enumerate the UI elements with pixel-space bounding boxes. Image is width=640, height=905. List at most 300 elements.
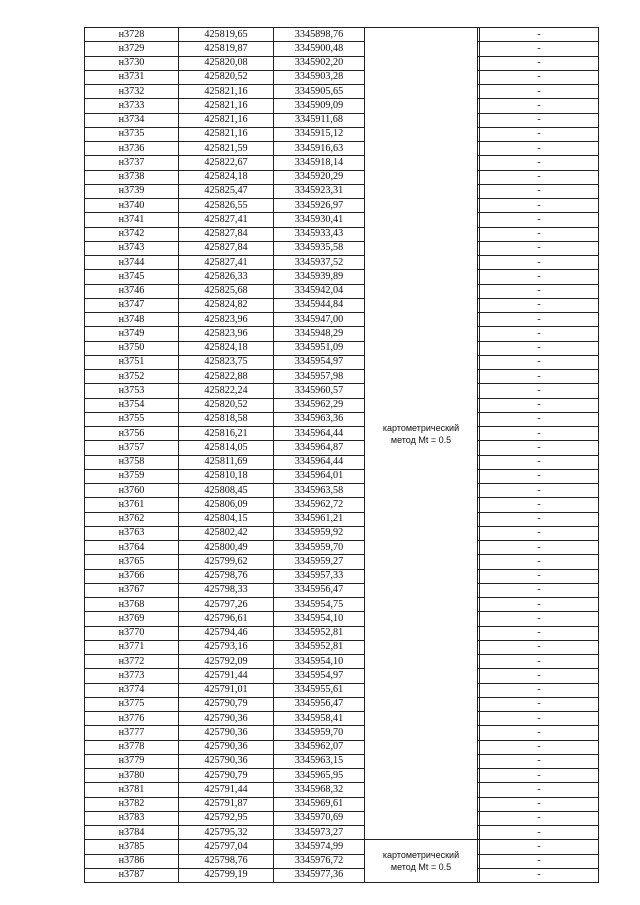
table-row xyxy=(85,797,599,811)
x-coordinate-cell: 425791,01 xyxy=(179,683,274,697)
point-id-cell: н3766 xyxy=(85,569,179,583)
table-row xyxy=(85,127,599,141)
table-row xyxy=(85,740,599,754)
point-id-cell: н3764 xyxy=(85,541,179,555)
table-row xyxy=(85,826,599,840)
method-cell xyxy=(365,840,478,883)
y-coordinate-cell: 3345944,84 xyxy=(274,298,365,312)
y-coordinate-cell: 3345902,20 xyxy=(274,56,365,70)
table-row xyxy=(85,484,599,498)
note-cell: - xyxy=(480,441,599,455)
y-coordinate-cell: 3345973,27 xyxy=(274,826,365,840)
y-coordinate-cell: 3345952,81 xyxy=(274,626,365,640)
x-coordinate-cell: 425798,33 xyxy=(179,583,274,597)
table-row xyxy=(85,156,599,170)
point-id-cell: н3739 xyxy=(85,184,179,198)
point-id-cell: н3746 xyxy=(85,284,179,298)
x-coordinate-cell: 425822,88 xyxy=(179,370,274,384)
note-cell: - xyxy=(480,341,599,355)
note-cell: - xyxy=(480,227,599,241)
table-row xyxy=(85,56,599,70)
note-cell: - xyxy=(480,569,599,583)
y-coordinate-cell: 3345903,28 xyxy=(274,70,365,84)
point-id-cell: н3732 xyxy=(85,85,179,99)
y-coordinate-cell: 3345974,99 xyxy=(274,840,365,854)
table-row xyxy=(85,398,599,412)
y-coordinate-cell: 3345900,48 xyxy=(274,42,365,56)
method-label-line2: метод Mt = 0.5 xyxy=(390,434,452,445)
y-coordinate-cell: 3345920,29 xyxy=(274,170,365,184)
note-cell: - xyxy=(480,683,599,697)
x-coordinate-cell: 425827,84 xyxy=(179,241,274,255)
point-id-cell: н3776 xyxy=(85,712,179,726)
table-row xyxy=(85,70,599,84)
x-coordinate-cell: 425821,16 xyxy=(179,85,274,99)
note-cell: - xyxy=(480,712,599,726)
x-coordinate-cell: 425810,18 xyxy=(179,469,274,483)
table-row xyxy=(85,769,599,783)
point-id-cell: н3754 xyxy=(85,398,179,412)
x-coordinate-cell: 425797,26 xyxy=(179,598,274,612)
note-cell: - xyxy=(480,28,599,42)
note-cell: - xyxy=(480,541,599,555)
table-row xyxy=(85,640,599,654)
table-row xyxy=(85,199,599,213)
point-id-cell: н3738 xyxy=(85,170,179,184)
table-row xyxy=(85,868,599,882)
x-coordinate-cell: 425826,33 xyxy=(179,270,274,284)
x-coordinate-cell: 425827,84 xyxy=(179,227,274,241)
y-coordinate-cell: 3345954,97 xyxy=(274,669,365,683)
y-coordinate-cell: 3345935,58 xyxy=(274,241,365,255)
point-id-cell: н3753 xyxy=(85,384,179,398)
y-coordinate-cell: 3345939,89 xyxy=(274,270,365,284)
note-cell: - xyxy=(480,170,599,184)
y-coordinate-cell: 3345915,12 xyxy=(274,127,365,141)
table-row xyxy=(85,284,599,298)
y-coordinate-cell: 3345962,07 xyxy=(274,740,365,754)
table-row xyxy=(85,712,599,726)
point-id-cell: н3749 xyxy=(85,327,179,341)
point-id-cell: н3730 xyxy=(85,56,179,70)
note-cell: - xyxy=(480,113,599,127)
note-cell: - xyxy=(480,327,599,341)
note-cell: - xyxy=(480,42,599,56)
x-coordinate-cell: 425791,44 xyxy=(179,669,274,683)
point-id-cell: н3784 xyxy=(85,826,179,840)
table-row xyxy=(85,669,599,683)
note-cell: - xyxy=(480,640,599,654)
note-cell: - xyxy=(480,612,599,626)
note-cell: - xyxy=(480,70,599,84)
table-row xyxy=(85,370,599,384)
y-coordinate-cell: 3345954,10 xyxy=(274,655,365,669)
note-cell: - xyxy=(480,455,599,469)
y-coordinate-cell: 3345963,58 xyxy=(274,484,365,498)
note-cell: - xyxy=(480,697,599,711)
point-id-cell: н3759 xyxy=(85,469,179,483)
table-row xyxy=(85,99,599,113)
x-coordinate-cell: 425790,79 xyxy=(179,697,274,711)
table-row xyxy=(85,655,599,669)
note-cell: - xyxy=(480,355,599,369)
table-row xyxy=(85,512,599,526)
note-cell: - xyxy=(480,298,599,312)
table-row xyxy=(85,170,599,184)
y-coordinate-cell: 3345952,81 xyxy=(274,640,365,654)
point-id-cell: н3758 xyxy=(85,455,179,469)
note-cell: - xyxy=(480,313,599,327)
table-row xyxy=(85,598,599,612)
table-row xyxy=(85,569,599,583)
point-id-cell: н3742 xyxy=(85,227,179,241)
x-coordinate-cell: 425793,16 xyxy=(179,640,274,654)
y-coordinate-cell: 3345964,87 xyxy=(274,441,365,455)
x-coordinate-cell: 425822,67 xyxy=(179,156,274,170)
table-row xyxy=(85,854,599,868)
x-coordinate-cell: 425808,45 xyxy=(179,484,274,498)
y-coordinate-cell: 3345968,32 xyxy=(274,783,365,797)
y-coordinate-cell: 3345923,31 xyxy=(274,184,365,198)
y-coordinate-cell: 3345951,09 xyxy=(274,341,365,355)
x-coordinate-cell: 425823,96 xyxy=(179,327,274,341)
table-row xyxy=(85,327,599,341)
note-cell: - xyxy=(480,484,599,498)
table-row xyxy=(85,213,599,227)
point-id-cell: н3768 xyxy=(85,598,179,612)
point-id-cell: н3745 xyxy=(85,270,179,284)
method-label-line2: метод Mt = 0.5 xyxy=(390,862,452,873)
point-id-cell: н3780 xyxy=(85,769,179,783)
x-coordinate-cell: 425821,59 xyxy=(179,142,274,156)
method-cell xyxy=(365,28,478,840)
x-coordinate-cell: 425800,49 xyxy=(179,541,274,555)
y-coordinate-cell: 3345909,09 xyxy=(274,99,365,113)
x-coordinate-cell: 425819,65 xyxy=(179,28,274,42)
point-id-cell: н3740 xyxy=(85,199,179,213)
y-coordinate-cell: 3345976,72 xyxy=(274,854,365,868)
note-cell: - xyxy=(480,754,599,768)
point-id-cell: н3751 xyxy=(85,355,179,369)
x-coordinate-cell: 425827,41 xyxy=(179,213,274,227)
table-row xyxy=(85,726,599,740)
y-coordinate-cell: 3345959,70 xyxy=(274,541,365,555)
method-label-line1: картометрический xyxy=(382,850,460,861)
point-id-cell: н3775 xyxy=(85,697,179,711)
table-row xyxy=(85,355,599,369)
point-id-cell: н3731 xyxy=(85,70,179,84)
point-id-cell: н3757 xyxy=(85,441,179,455)
table-row xyxy=(85,241,599,255)
y-coordinate-cell: 3345962,72 xyxy=(274,498,365,512)
note-cell: - xyxy=(480,868,599,882)
point-id-cell: н3777 xyxy=(85,726,179,740)
table-row xyxy=(85,28,599,42)
table-row xyxy=(85,626,599,640)
y-coordinate-cell: 3345948,29 xyxy=(274,327,365,341)
table-row xyxy=(85,754,599,768)
point-id-cell: н3762 xyxy=(85,512,179,526)
point-id-cell: н3756 xyxy=(85,427,179,441)
point-id-cell: н3774 xyxy=(85,683,179,697)
note-cell: - xyxy=(480,199,599,213)
point-id-cell: н3781 xyxy=(85,783,179,797)
table-row xyxy=(85,683,599,697)
note-cell: - xyxy=(480,85,599,99)
y-coordinate-cell: 3345962,29 xyxy=(274,398,365,412)
x-coordinate-cell: 425790,79 xyxy=(179,769,274,783)
table-row xyxy=(85,85,599,99)
y-coordinate-cell: 3345954,75 xyxy=(274,598,365,612)
coordinates-table-body xyxy=(85,28,599,883)
table-row xyxy=(85,555,599,569)
table-row xyxy=(85,412,599,426)
note-cell: - xyxy=(480,826,599,840)
x-coordinate-cell: 425820,52 xyxy=(179,70,274,84)
point-id-cell: н3748 xyxy=(85,313,179,327)
note-cell: - xyxy=(480,284,599,298)
x-coordinate-cell: 425798,76 xyxy=(179,569,274,583)
y-coordinate-cell: 3345959,27 xyxy=(274,555,365,569)
point-id-cell: н3728 xyxy=(85,28,179,42)
x-coordinate-cell: 425826,55 xyxy=(179,199,274,213)
x-coordinate-cell: 425790,36 xyxy=(179,754,274,768)
note-cell: - xyxy=(480,256,599,270)
x-coordinate-cell: 425794,46 xyxy=(179,626,274,640)
x-coordinate-cell: 425824,82 xyxy=(179,298,274,312)
x-coordinate-cell: 425825,68 xyxy=(179,284,274,298)
x-coordinate-cell: 425816,21 xyxy=(179,427,274,441)
point-id-cell: н3778 xyxy=(85,740,179,754)
x-coordinate-cell: 425804,15 xyxy=(179,512,274,526)
x-coordinate-cell: 425825,47 xyxy=(179,184,274,198)
point-id-cell: н3729 xyxy=(85,42,179,56)
note-cell: - xyxy=(480,127,599,141)
x-coordinate-cell: 425799,19 xyxy=(179,868,274,882)
note-cell: - xyxy=(480,840,599,854)
x-coordinate-cell: 425821,16 xyxy=(179,99,274,113)
note-cell: - xyxy=(480,398,599,412)
y-coordinate-cell: 3345964,44 xyxy=(274,427,365,441)
table-row xyxy=(85,811,599,825)
point-id-cell: н3733 xyxy=(85,99,179,113)
x-coordinate-cell: 425796,61 xyxy=(179,612,274,626)
y-coordinate-cell: 3345957,33 xyxy=(274,569,365,583)
point-id-cell: н3765 xyxy=(85,555,179,569)
note-cell: - xyxy=(480,384,599,398)
note-cell: - xyxy=(480,56,599,70)
note-cell: - xyxy=(480,142,599,156)
x-coordinate-cell: 425824,18 xyxy=(179,170,274,184)
table-row xyxy=(85,341,599,355)
table-row xyxy=(85,227,599,241)
point-id-cell: н3743 xyxy=(85,241,179,255)
y-coordinate-cell: 3345959,92 xyxy=(274,526,365,540)
point-id-cell: н3779 xyxy=(85,754,179,768)
point-id-cell: н3783 xyxy=(85,811,179,825)
x-coordinate-cell: 425819,87 xyxy=(179,42,274,56)
y-coordinate-cell: 3345963,15 xyxy=(274,754,365,768)
point-id-cell: н3763 xyxy=(85,526,179,540)
y-coordinate-cell: 3345958,41 xyxy=(274,712,365,726)
point-id-cell: н3767 xyxy=(85,583,179,597)
point-id-cell: н3734 xyxy=(85,113,179,127)
table-row xyxy=(85,256,599,270)
note-cell: - xyxy=(480,512,599,526)
y-coordinate-cell: 3345898,76 xyxy=(274,28,365,42)
point-id-cell: н3752 xyxy=(85,370,179,384)
y-coordinate-cell: 3345937,52 xyxy=(274,256,365,270)
note-cell: - xyxy=(480,726,599,740)
table-row xyxy=(85,142,599,156)
x-coordinate-cell: 425806,09 xyxy=(179,498,274,512)
point-id-cell: н3771 xyxy=(85,640,179,654)
note-cell: - xyxy=(480,740,599,754)
note-cell: - xyxy=(480,469,599,483)
y-coordinate-cell: 3345977,36 xyxy=(274,868,365,882)
y-coordinate-cell: 3345970,69 xyxy=(274,811,365,825)
note-cell: - xyxy=(480,241,599,255)
point-id-cell: н3786 xyxy=(85,854,179,868)
y-coordinate-cell: 3345930,41 xyxy=(274,213,365,227)
point-id-cell: н3736 xyxy=(85,142,179,156)
x-coordinate-cell: 425790,36 xyxy=(179,726,274,740)
y-coordinate-cell: 3345959,70 xyxy=(274,726,365,740)
x-coordinate-cell: 425791,87 xyxy=(179,797,274,811)
x-coordinate-cell: 425791,44 xyxy=(179,783,274,797)
y-coordinate-cell: 3345961,21 xyxy=(274,512,365,526)
x-coordinate-cell: 425798,76 xyxy=(179,854,274,868)
point-id-cell: н3769 xyxy=(85,612,179,626)
point-id-cell: н3787 xyxy=(85,868,179,882)
y-coordinate-cell: 3345965,95 xyxy=(274,769,365,783)
point-id-cell: н3747 xyxy=(85,298,179,312)
note-cell: - xyxy=(480,655,599,669)
note-cell: - xyxy=(480,854,599,868)
note-cell: - xyxy=(480,783,599,797)
point-id-cell: н3741 xyxy=(85,213,179,227)
y-coordinate-cell: 3345960,57 xyxy=(274,384,365,398)
x-coordinate-cell: 425820,08 xyxy=(179,56,274,70)
x-coordinate-cell: 425811,69 xyxy=(179,455,274,469)
table-row xyxy=(85,298,599,312)
point-id-cell: н3770 xyxy=(85,626,179,640)
note-cell: - xyxy=(480,427,599,441)
note-cell: - xyxy=(480,769,599,783)
note-cell: - xyxy=(480,99,599,113)
point-id-cell: н3760 xyxy=(85,484,179,498)
table-row xyxy=(85,184,599,198)
y-coordinate-cell: 3345964,01 xyxy=(274,469,365,483)
table-row xyxy=(85,612,599,626)
point-id-cell: н3773 xyxy=(85,669,179,683)
table-row xyxy=(85,541,599,555)
y-coordinate-cell: 3345926,97 xyxy=(274,199,365,213)
note-cell: - xyxy=(480,156,599,170)
x-coordinate-cell: 425795,32 xyxy=(179,826,274,840)
x-coordinate-cell: 425792,09 xyxy=(179,655,274,669)
x-coordinate-cell: 425821,16 xyxy=(179,113,274,127)
y-coordinate-cell: 3345933,43 xyxy=(274,227,365,241)
y-coordinate-cell: 3345955,61 xyxy=(274,683,365,697)
x-coordinate-cell: 425790,36 xyxy=(179,740,274,754)
table-row xyxy=(85,384,599,398)
y-coordinate-cell: 3345954,10 xyxy=(274,612,365,626)
x-coordinate-cell: 425790,36 xyxy=(179,712,274,726)
note-cell: - xyxy=(480,412,599,426)
table-row xyxy=(85,313,599,327)
x-coordinate-cell: 425823,75 xyxy=(179,355,274,369)
note-cell: - xyxy=(480,555,599,569)
note-cell: - xyxy=(480,583,599,597)
point-id-cell: н3744 xyxy=(85,256,179,270)
x-coordinate-cell: 425822,24 xyxy=(179,384,274,398)
y-coordinate-cell: 3345956,47 xyxy=(274,583,365,597)
y-coordinate-cell: 3345947,00 xyxy=(274,313,365,327)
table-row xyxy=(85,840,599,854)
y-coordinate-cell: 3345956,47 xyxy=(274,697,365,711)
y-coordinate-cell: 3345911,68 xyxy=(274,113,365,127)
y-coordinate-cell: 3345916,63 xyxy=(274,142,365,156)
note-cell: - xyxy=(480,370,599,384)
y-coordinate-cell: 3345963,36 xyxy=(274,412,365,426)
point-id-cell: н3737 xyxy=(85,156,179,170)
note-cell: - xyxy=(480,213,599,227)
x-coordinate-cell: 425827,41 xyxy=(179,256,274,270)
note-cell: - xyxy=(480,626,599,640)
note-cell: - xyxy=(480,270,599,284)
point-id-cell: н3785 xyxy=(85,840,179,854)
note-cell: - xyxy=(480,669,599,683)
table-row xyxy=(85,783,599,797)
table-row xyxy=(85,427,599,441)
y-coordinate-cell: 3345969,61 xyxy=(274,797,365,811)
method-label-line1: картометрический xyxy=(382,422,460,433)
table-row xyxy=(85,583,599,597)
point-id-cell: н3761 xyxy=(85,498,179,512)
y-coordinate-cell: 3345918,14 xyxy=(274,156,365,170)
note-cell: - xyxy=(480,797,599,811)
note-cell: - xyxy=(480,498,599,512)
note-cell: - xyxy=(480,811,599,825)
point-id-cell: н3772 xyxy=(85,655,179,669)
x-coordinate-cell: 425792,95 xyxy=(179,811,274,825)
point-id-cell: н3755 xyxy=(85,412,179,426)
x-coordinate-cell: 425797,04 xyxy=(179,840,274,854)
note-cell: - xyxy=(480,184,599,198)
x-coordinate-cell: 425802,42 xyxy=(179,526,274,540)
note-cell: - xyxy=(480,526,599,540)
y-coordinate-cell: 3345905,65 xyxy=(274,85,365,99)
note-cell: - xyxy=(480,598,599,612)
x-coordinate-cell: 425818,58 xyxy=(179,412,274,426)
x-coordinate-cell: 425814,05 xyxy=(179,441,274,455)
table-row xyxy=(85,697,599,711)
table-row xyxy=(85,42,599,56)
y-coordinate-cell: 3345957,98 xyxy=(274,370,365,384)
y-coordinate-cell: 3345954,97 xyxy=(274,355,365,369)
point-id-cell: н3750 xyxy=(85,341,179,355)
point-id-cell: н3782 xyxy=(85,797,179,811)
table-row xyxy=(85,113,599,127)
table-row xyxy=(85,455,599,469)
table-row xyxy=(85,441,599,455)
table-row xyxy=(85,469,599,483)
table-row xyxy=(85,270,599,284)
table-row xyxy=(85,498,599,512)
coordinates-table xyxy=(84,27,599,883)
point-id-cell: н3735 xyxy=(85,127,179,141)
